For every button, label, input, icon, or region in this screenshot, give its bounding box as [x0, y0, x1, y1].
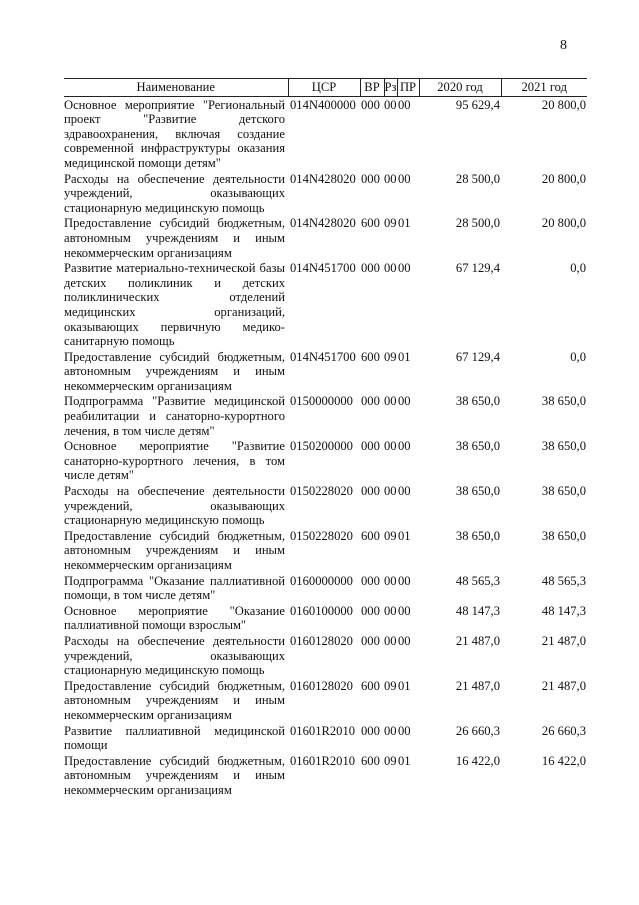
- row-2020: 48 147,3: [455, 603, 500, 618]
- row-pr: 00: [398, 261, 411, 276]
- table-row: [64, 438, 587, 483]
- row-pr: 00: [398, 633, 411, 648]
- row-rz: 00: [384, 171, 397, 186]
- row-rz: 09: [384, 753, 397, 768]
- row-rz: 00: [384, 439, 397, 454]
- row-name: Предоставление субсидий бюджетным, автономным учреждениям и иным некоммерческим организациям: [64, 753, 285, 797]
- row-pr: 01: [398, 528, 411, 543]
- row-pr: 00: [398, 394, 411, 409]
- row-2021: 38 650,0: [541, 394, 586, 409]
- row-pr: 00: [398, 723, 411, 738]
- row-pr: 01: [398, 216, 411, 231]
- row-2021: 38 650,0: [541, 528, 586, 543]
- table-row: [64, 260, 587, 349]
- row-csr: 014N451700: [290, 261, 356, 276]
- row-csr: 0160128020: [290, 678, 353, 693]
- row-csr: 014N451700: [290, 349, 356, 364]
- row-vr: 000: [361, 723, 380, 738]
- row-csr: 0150228020: [290, 528, 353, 543]
- row-2020: 38 650,0: [455, 439, 500, 454]
- table-row: [64, 573, 587, 603]
- row-2020: 95 629,4: [455, 97, 500, 112]
- row-name: Развитие паллиативной медицинской помощи: [64, 723, 285, 753]
- table-row: [64, 96, 587, 170]
- row-name: Основное мероприятие "Развитие санаторно-курортного лечения, в том числе детям": [64, 439, 285, 483]
- row-2021: 16 422,0: [541, 753, 586, 768]
- table-row: [64, 603, 587, 633]
- row-2020: 16 422,0: [455, 753, 500, 768]
- row-pr: 01: [398, 753, 411, 768]
- table-row: [64, 483, 587, 528]
- table-row: [64, 528, 587, 573]
- row-pr: 00: [398, 97, 411, 112]
- row-pr: 00: [398, 439, 411, 454]
- row-rz: 09: [384, 216, 397, 231]
- row-csr: 0160100000: [290, 603, 353, 618]
- row-name: Развитие материально-технической базы детских поликлиник и детских поликлинических отделений медицинских организаций, оказывающих первичную медико-санитарную помощь: [64, 261, 285, 349]
- row-2021: 0,0: [570, 349, 586, 364]
- row-vr: 000: [361, 171, 380, 186]
- row-pr: 00: [398, 171, 411, 186]
- row-pr: 00: [398, 484, 411, 499]
- table-row: [64, 349, 587, 394]
- table-row: [64, 753, 587, 798]
- row-csr: 0150228020: [290, 484, 353, 499]
- row-2021: 48 565,3: [541, 573, 586, 588]
- row-2020: 38 650,0: [455, 484, 500, 499]
- row-rz: 00: [384, 723, 397, 738]
- row-rz: 09: [384, 528, 397, 543]
- row-csr: 014N428020: [290, 171, 356, 186]
- row-name: Основное мероприятие "Региональный проект "Развитие детского здравоохранения, включая создание современной инфраструктуры оказания медицинской помощи детям": [64, 97, 285, 170]
- header-csr: ЦСР: [288, 79, 360, 97]
- row-rz: 00: [384, 97, 397, 112]
- row-2021: 38 650,0: [541, 439, 586, 454]
- row-pr: 01: [398, 349, 411, 364]
- table-row: [64, 633, 587, 678]
- row-name: Основное мероприятие "Оказание паллиативной помощи взрослым": [64, 603, 285, 633]
- row-csr: 0150200000: [290, 439, 353, 454]
- row-2021: 48 147,3: [541, 603, 586, 618]
- row-2021: 21 487,0: [541, 678, 586, 693]
- row-csr: 01601R2010: [290, 723, 356, 738]
- row-2021: 21 487,0: [541, 633, 586, 648]
- row-2021: 20 800,0: [541, 171, 586, 186]
- header-2021: 2021 год: [501, 79, 587, 97]
- row-vr: 600: [361, 528, 380, 543]
- row-2020: 28 500,0: [455, 171, 500, 186]
- row-rz: 00: [384, 633, 397, 648]
- row-rz: 09: [384, 349, 397, 364]
- row-rz: 00: [384, 484, 397, 499]
- row-2020: 67 129,4: [455, 349, 500, 364]
- row-vr: 000: [361, 394, 380, 409]
- row-csr: 0160128020: [290, 633, 353, 648]
- table-row: [64, 215, 587, 260]
- row-name: Предоставление субсидий бюджетным, автономным учреждениям и иным некоммерческим организациям: [64, 678, 285, 722]
- row-pr: 00: [398, 603, 411, 618]
- row-rz: 00: [384, 573, 397, 588]
- budget-table: [64, 78, 587, 798]
- header-2020: 2020 год: [419, 79, 501, 97]
- row-2021: 20 800,0: [541, 216, 586, 231]
- row-vr: 000: [361, 573, 380, 588]
- row-name: Предоставление субсидий бюджетным, автономным учреждениям и иным некоммерческим организациям: [64, 349, 285, 393]
- table-row: [64, 171, 587, 216]
- row-vr: 000: [361, 439, 380, 454]
- row-2021: 20 800,0: [541, 97, 586, 112]
- row-csr: 01601R2010: [290, 753, 356, 768]
- row-name: Расходы на обеспечение деятельности учреждений, оказывающих стационарную медицинскую помощь: [64, 171, 285, 215]
- row-2020: 38 650,0: [455, 394, 500, 409]
- row-2021: 38 650,0: [541, 484, 586, 499]
- header-vr: ВР: [360, 79, 384, 97]
- row-2020: 21 487,0: [455, 633, 500, 648]
- header-pr: ПР: [397, 79, 419, 97]
- row-rz: 00: [384, 603, 397, 618]
- row-rz: 00: [384, 394, 397, 409]
- row-vr: 000: [361, 603, 380, 618]
- header-name: Наименование: [64, 79, 288, 97]
- row-2020: 26 660,3: [455, 723, 500, 738]
- row-csr: 0150000000: [290, 394, 353, 409]
- row-vr: 000: [361, 633, 380, 648]
- table-row: [64, 723, 587, 753]
- row-name: Предоставление субсидий бюджетным, автономным учреждениям и иным некоммерческим организациям: [64, 216, 285, 260]
- row-vr: 600: [361, 349, 380, 364]
- row-2020: 28 500,0: [455, 216, 500, 231]
- row-name: Подпрограмма "Оказание паллиативной помощи, в том числе детям": [64, 573, 285, 603]
- row-2020: 48 565,3: [455, 573, 500, 588]
- row-2021: 26 660,3: [541, 723, 586, 738]
- row-vr: 000: [361, 261, 380, 276]
- row-pr: 00: [398, 573, 411, 588]
- row-name: Предоставление субсидий бюджетным, автономным учреждениям и иным некоммерческим организациям: [64, 528, 285, 572]
- row-2020: 38 650,0: [455, 528, 500, 543]
- header-rz: Рз: [384, 79, 397, 97]
- page-number: 8: [560, 38, 567, 53]
- row-2021: 0,0: [570, 261, 586, 276]
- row-vr: 000: [361, 97, 380, 112]
- row-vr: 600: [361, 678, 380, 693]
- row-rz: 00: [384, 261, 397, 276]
- row-name: Расходы на обеспечение деятельности учреждений, оказывающих стационарную медицинскую помощь: [64, 484, 285, 528]
- row-name: Подпрограмма "Развитие медицинской реабилитации и санаторно-курортного лечения, в том числе детям": [64, 394, 285, 438]
- row-rz: 09: [384, 678, 397, 693]
- row-pr: 01: [398, 678, 411, 693]
- row-name: Расходы на обеспечение деятельности учреждений, оказывающих стационарную медицинскую помощь: [64, 633, 285, 678]
- row-vr: 000: [361, 484, 380, 499]
- row-csr: 0160000000: [290, 573, 353, 588]
- row-vr: 600: [361, 216, 380, 231]
- row-2020: 21 487,0: [455, 678, 500, 693]
- table-row: [64, 678, 587, 723]
- row-csr: 014N400000: [290, 97, 356, 112]
- row-csr: 014N428020: [290, 216, 356, 231]
- row-2020: 67 129,4: [455, 261, 500, 276]
- row-vr: 600: [361, 753, 380, 768]
- table-header-row: [64, 79, 587, 97]
- table-row: [64, 393, 587, 438]
